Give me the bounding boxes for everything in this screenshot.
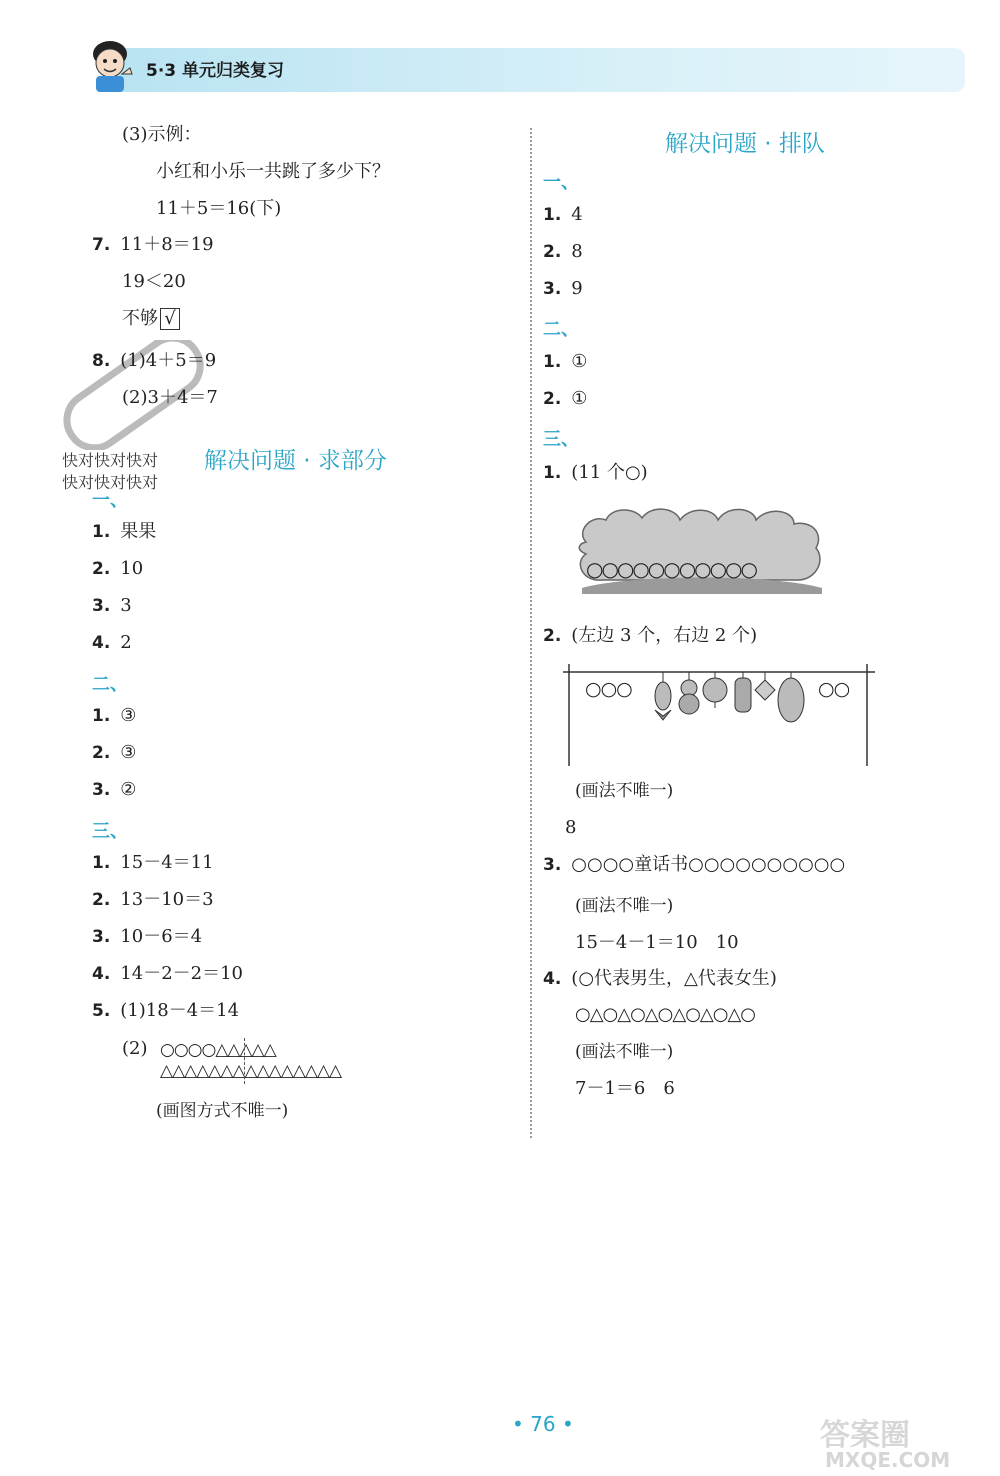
- right-s2-item-1: [543, 351, 587, 373]
- tall-lantern-icon: [778, 672, 804, 722]
- item-number: 1.: [92, 853, 111, 873]
- item-number: 3.: [92, 596, 111, 616]
- item-text: ②: [120, 779, 137, 800]
- q7-check-box: √: [160, 308, 180, 330]
- item-text: ③: [120, 742, 137, 763]
- lantern-string-illustration: [563, 660, 875, 770]
- right-s1-item-3: [543, 278, 583, 300]
- q8-line2: (2)3＋4＝7: [122, 387, 218, 408]
- q3-note: (画法不唯一): [575, 896, 674, 916]
- round-lantern-icon: [703, 672, 727, 708]
- gourd-lantern-icon: [679, 672, 699, 714]
- left-s1-item-2: [92, 558, 143, 580]
- item-number: 1.: [543, 352, 562, 372]
- item-text: 10－6＝4: [120, 926, 203, 947]
- q8-number: 8.: [92, 351, 111, 371]
- item-number: 3.: [92, 927, 111, 947]
- q6-3-question: 小红和小乐一共跳了多少下？: [156, 161, 390, 182]
- left-s1-item-4: [92, 632, 132, 654]
- right-s2-label: 二、: [543, 319, 579, 340]
- q3-text: ○○○○童话书○○○○○○○○○○: [571, 854, 846, 875]
- item-text: 9: [571, 278, 583, 299]
- q1-number: 1.: [543, 463, 562, 483]
- item-number: 1.: [92, 706, 111, 726]
- q7-line3-text: 不够: [122, 308, 158, 329]
- q7-line3: [122, 308, 180, 330]
- q8-line1: [92, 350, 216, 372]
- item-number: 2.: [543, 389, 562, 409]
- watermark-url: MXQE.COM: [825, 1448, 951, 1472]
- left-s2-item-3: [92, 779, 136, 801]
- item-number: 2.: [92, 559, 111, 579]
- left-section-title: 解决问题 · 求部分: [204, 448, 387, 474]
- item-text: 14－2－2＝10: [120, 963, 244, 984]
- q5-2-row2: △△△△△△△△△△△△△△△: [160, 1061, 342, 1081]
- left-s3-item-5: [92, 1000, 239, 1022]
- left-s1-item-1: [92, 521, 156, 543]
- q4-text: (○代表男生，△代表女生): [571, 968, 777, 989]
- item-number: 1.: [543, 205, 562, 225]
- q3-number: 3.: [543, 855, 562, 875]
- item-text: 3: [120, 595, 132, 616]
- item-text: ①: [571, 351, 588, 372]
- q2-number: 2.: [543, 626, 562, 646]
- drum-lantern-icon: [735, 672, 751, 712]
- item-text: ③: [120, 705, 137, 726]
- q2-answer: 8: [565, 817, 577, 838]
- q3-answer: 15－4－1＝10 10: [575, 932, 739, 953]
- left-s3-label: 三、: [92, 821, 128, 842]
- item-text: 10: [120, 558, 144, 579]
- item-number: 3.: [92, 780, 111, 800]
- right-s3-label: 三、: [543, 429, 579, 450]
- item-number: 2.: [92, 743, 111, 763]
- q1-text: (11 个○): [571, 462, 648, 483]
- q2-text: (左边 3 个，右边 2 个): [571, 625, 758, 646]
- q4-number: 4.: [543, 969, 562, 989]
- q4-answer: 7－1＝6 6: [575, 1078, 675, 1099]
- item-text: 13－10＝3: [120, 889, 214, 910]
- stamp-text-line2: 快对快对快对: [62, 473, 159, 492]
- left-s3-item-2: [92, 889, 214, 911]
- q6-3-label: (3)示例：: [122, 124, 202, 145]
- mascot-icon: [82, 36, 140, 92]
- item-text: 15－4＝11: [120, 852, 214, 873]
- item-number: 4.: [92, 633, 111, 653]
- lantern-left-circles: ○○○: [585, 678, 632, 700]
- q8-line1-text: (1)4＋5＝9: [120, 350, 217, 371]
- left-s3-item-3: [92, 926, 202, 948]
- stamp-text-line1: 快对快对快对: [62, 451, 159, 470]
- item-text: ①: [571, 388, 588, 409]
- item-text: 果果: [120, 521, 157, 542]
- left-s3-item-1: [92, 852, 214, 874]
- bush-icon: [572, 502, 828, 598]
- right-q2: [543, 625, 757, 647]
- right-q1: [543, 462, 648, 484]
- q7-line2: 19＜20: [122, 271, 186, 292]
- item-text: (1)18－4＝14: [120, 1000, 240, 1021]
- item-number: 4.: [92, 964, 111, 984]
- left-s3-item-4: [92, 963, 243, 985]
- item-number: 2.: [543, 242, 562, 262]
- item-number: 3.: [543, 279, 562, 299]
- left-s2-item-1: [92, 705, 136, 727]
- lantern-right-circles: ○○: [818, 678, 850, 700]
- right-q3: [543, 854, 845, 876]
- q5-note: (画图方式不唯一): [156, 1101, 289, 1121]
- bush-circles: ○○○○○○○○○○○: [586, 557, 756, 581]
- item-text: 2: [120, 632, 132, 653]
- left-s2-label: 二、: [92, 674, 128, 695]
- right-s1-label: 一、: [543, 172, 579, 193]
- left-s2-item-2: [92, 742, 136, 764]
- q5-2-label: (2): [122, 1038, 148, 1059]
- q6-3-answer: 11＋5＝16(下): [156, 198, 282, 219]
- left-s1-label: 一、: [92, 490, 128, 511]
- fish-lantern-icon: [655, 672, 671, 720]
- right-section-title: 解决问题 · 排队: [665, 131, 825, 157]
- left-s1-item-3: [92, 595, 132, 617]
- column-divider: [530, 128, 532, 1138]
- right-s1-item-2: [543, 241, 583, 263]
- q7-line1-text: 11＋8＝19: [120, 234, 214, 255]
- item-number: 2.: [92, 890, 111, 910]
- item-number: 5.: [92, 1001, 111, 1021]
- right-q4: [543, 968, 777, 990]
- q7-number: 7.: [92, 235, 111, 255]
- right-s2-item-2: [543, 388, 587, 410]
- right-s1-item-1: [543, 204, 583, 226]
- q2-note: (画法不唯一): [575, 781, 674, 801]
- q4-note: (画法不唯一): [575, 1042, 674, 1062]
- watermark-logo: 答案圈: [820, 1418, 910, 1453]
- header-title: 5·3 单元归类复习: [146, 61, 285, 81]
- item-number: 1.: [92, 522, 111, 542]
- item-text: 8: [571, 241, 583, 262]
- page-number: • 76 •: [512, 1412, 574, 1436]
- q5-2-divider: [244, 1038, 245, 1084]
- diamond-lantern-icon: [755, 672, 775, 700]
- q7-line1: [92, 234, 214, 256]
- q4-shapes: ○△○△○△○△○△○△○: [575, 1004, 755, 1025]
- q5-2-row1: ○○○○△△△△△: [160, 1040, 276, 1060]
- item-text: 4: [571, 204, 583, 225]
